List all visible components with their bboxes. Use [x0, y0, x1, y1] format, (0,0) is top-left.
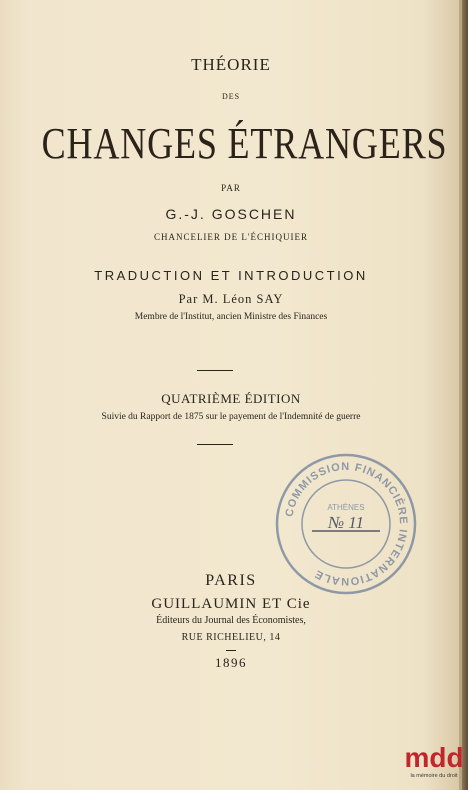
title-line-1: THÉORIE [191, 55, 271, 74]
author-role: CHANCELIER DE L'ÉCHIQUIER [153, 232, 309, 242]
edition: QUATRIÈME ÉDITION [161, 391, 301, 406]
translator-name: Par M. Léon SAY [178, 292, 284, 306]
mdd-logo-mark [402, 742, 466, 772]
divider-rule [197, 444, 233, 445]
by-label: PAR [221, 183, 241, 193]
publisher-description: Éditeurs du Journal des Économistes, [156, 615, 306, 626]
translator-role: Membre de l'Institut, ancien Ministre des Finances [134, 312, 328, 322]
svg-text:mdd: mdd [404, 742, 464, 772]
stamp-ring-text: COMMISSION FINANCIÈRE INTERNATIONALE [283, 460, 410, 588]
year-dash [226, 650, 236, 651]
publisher-name: GUILLAUMIN ET Cie [151, 596, 311, 612]
publication-city: PARIS [205, 572, 257, 589]
mdd-logo [402, 742, 466, 788]
title-line-2: DES [221, 92, 241, 101]
publication-year: 1896 [215, 655, 247, 670]
mdd-tagline: la mémoire du droit [410, 773, 458, 779]
stamp-number: № 11 [327, 513, 365, 532]
author-name: G.-J. GOSCHEN [165, 206, 297, 222]
stamp-inner-text: ATHÈNES [327, 503, 365, 512]
library-stamp [274, 452, 418, 596]
edition-note: Suivie du Rapport de 1875 sur le payement de l'Indemnité de guerre [101, 412, 361, 422]
translation-heading: TRADUCTION ET INTRODUCTION [94, 268, 368, 283]
publisher-address: RUE RICHELIEU, 14 [181, 632, 281, 643]
page-edge [462, 0, 468, 790]
divider-rule [197, 370, 233, 371]
main-title: CHANGES ÉTRANGERS [41, 119, 448, 168]
